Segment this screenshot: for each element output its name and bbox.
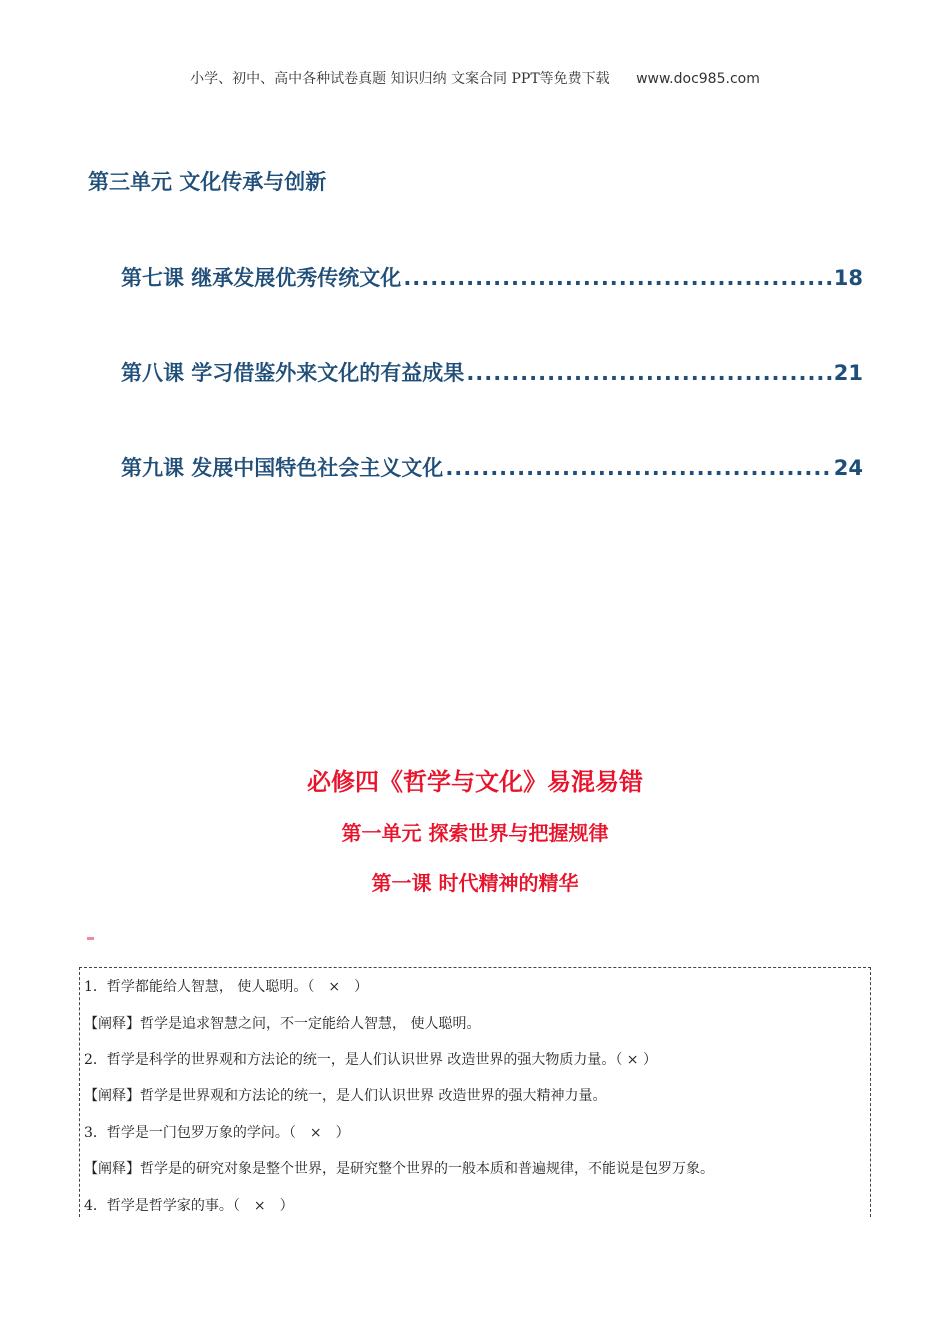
toc-leader-dots <box>445 456 831 480</box>
question-2: 2．哲学是科学的世界观和方法论的统一，是人们认识世界 改造世界的强大物质力量。（ × ） <box>84 1052 657 1068</box>
question-1: 1．哲学都能给人智慧， 使人聪明。（ × ） <box>84 979 369 995</box>
question-3: 3．哲学是一门包罗万象的学问。（ × ） <box>84 1125 350 1141</box>
unit-title: 第三单元 文化传承与创新 <box>88 170 327 194</box>
toc-entry-title: 第九课 发展中国特色社会主义文化 <box>121 456 444 480</box>
question-4: 4．哲学是哲学家的事。（ × ） <box>84 1198 294 1214</box>
section-lesson-title: 第一课 时代精神的精华 <box>371 871 579 895</box>
header-text: 小学、初中、高中各种试卷真题 知识归纳 文案合同 PPT等免费下载 <box>190 71 610 87</box>
toc-leader-dots <box>466 361 831 385</box>
explanation-1: 【阐释】哲学是追求智慧之问，不一定能给人智慧， 使人聪明。 <box>84 1016 481 1032</box>
header-url[interactable]: www.doc985.com <box>636 71 760 87</box>
margin-mark <box>87 937 94 940</box>
toc-entry-lesson-7[interactable] <box>121 262 863 292</box>
toc-entry-page: 24 <box>833 456 863 480</box>
toc-entry-title: 第八课 学习借鉴外来文化的有益成果 <box>121 361 465 385</box>
toc-entry-lesson-8[interactable] <box>121 357 863 387</box>
document-title: 必修四《哲学与文化》易混易错 <box>307 768 643 796</box>
toc-entry-page: 18 <box>833 266 863 290</box>
explanation-3: 【阐释】哲学是的研究对象是整个世界，是研究整个世界的一般本质和普遍规律，不能说是包罗万象。 <box>84 1161 714 1177</box>
toc-leader-dots <box>403 266 831 290</box>
toc-entry-lesson-9[interactable] <box>121 452 863 482</box>
toc-entry-title: 第七课 继承发展优秀传统文化 <box>121 266 402 290</box>
toc-entry-page: 21 <box>833 361 863 385</box>
page-header <box>0 68 950 88</box>
section-unit-title: 第一单元 探索世界与把握规律 <box>341 821 609 845</box>
explanation-2: 【阐释】哲学是世界观和方法论的统一，是人们认识世界 改造世界的强大精神力量。 <box>84 1088 607 1104</box>
